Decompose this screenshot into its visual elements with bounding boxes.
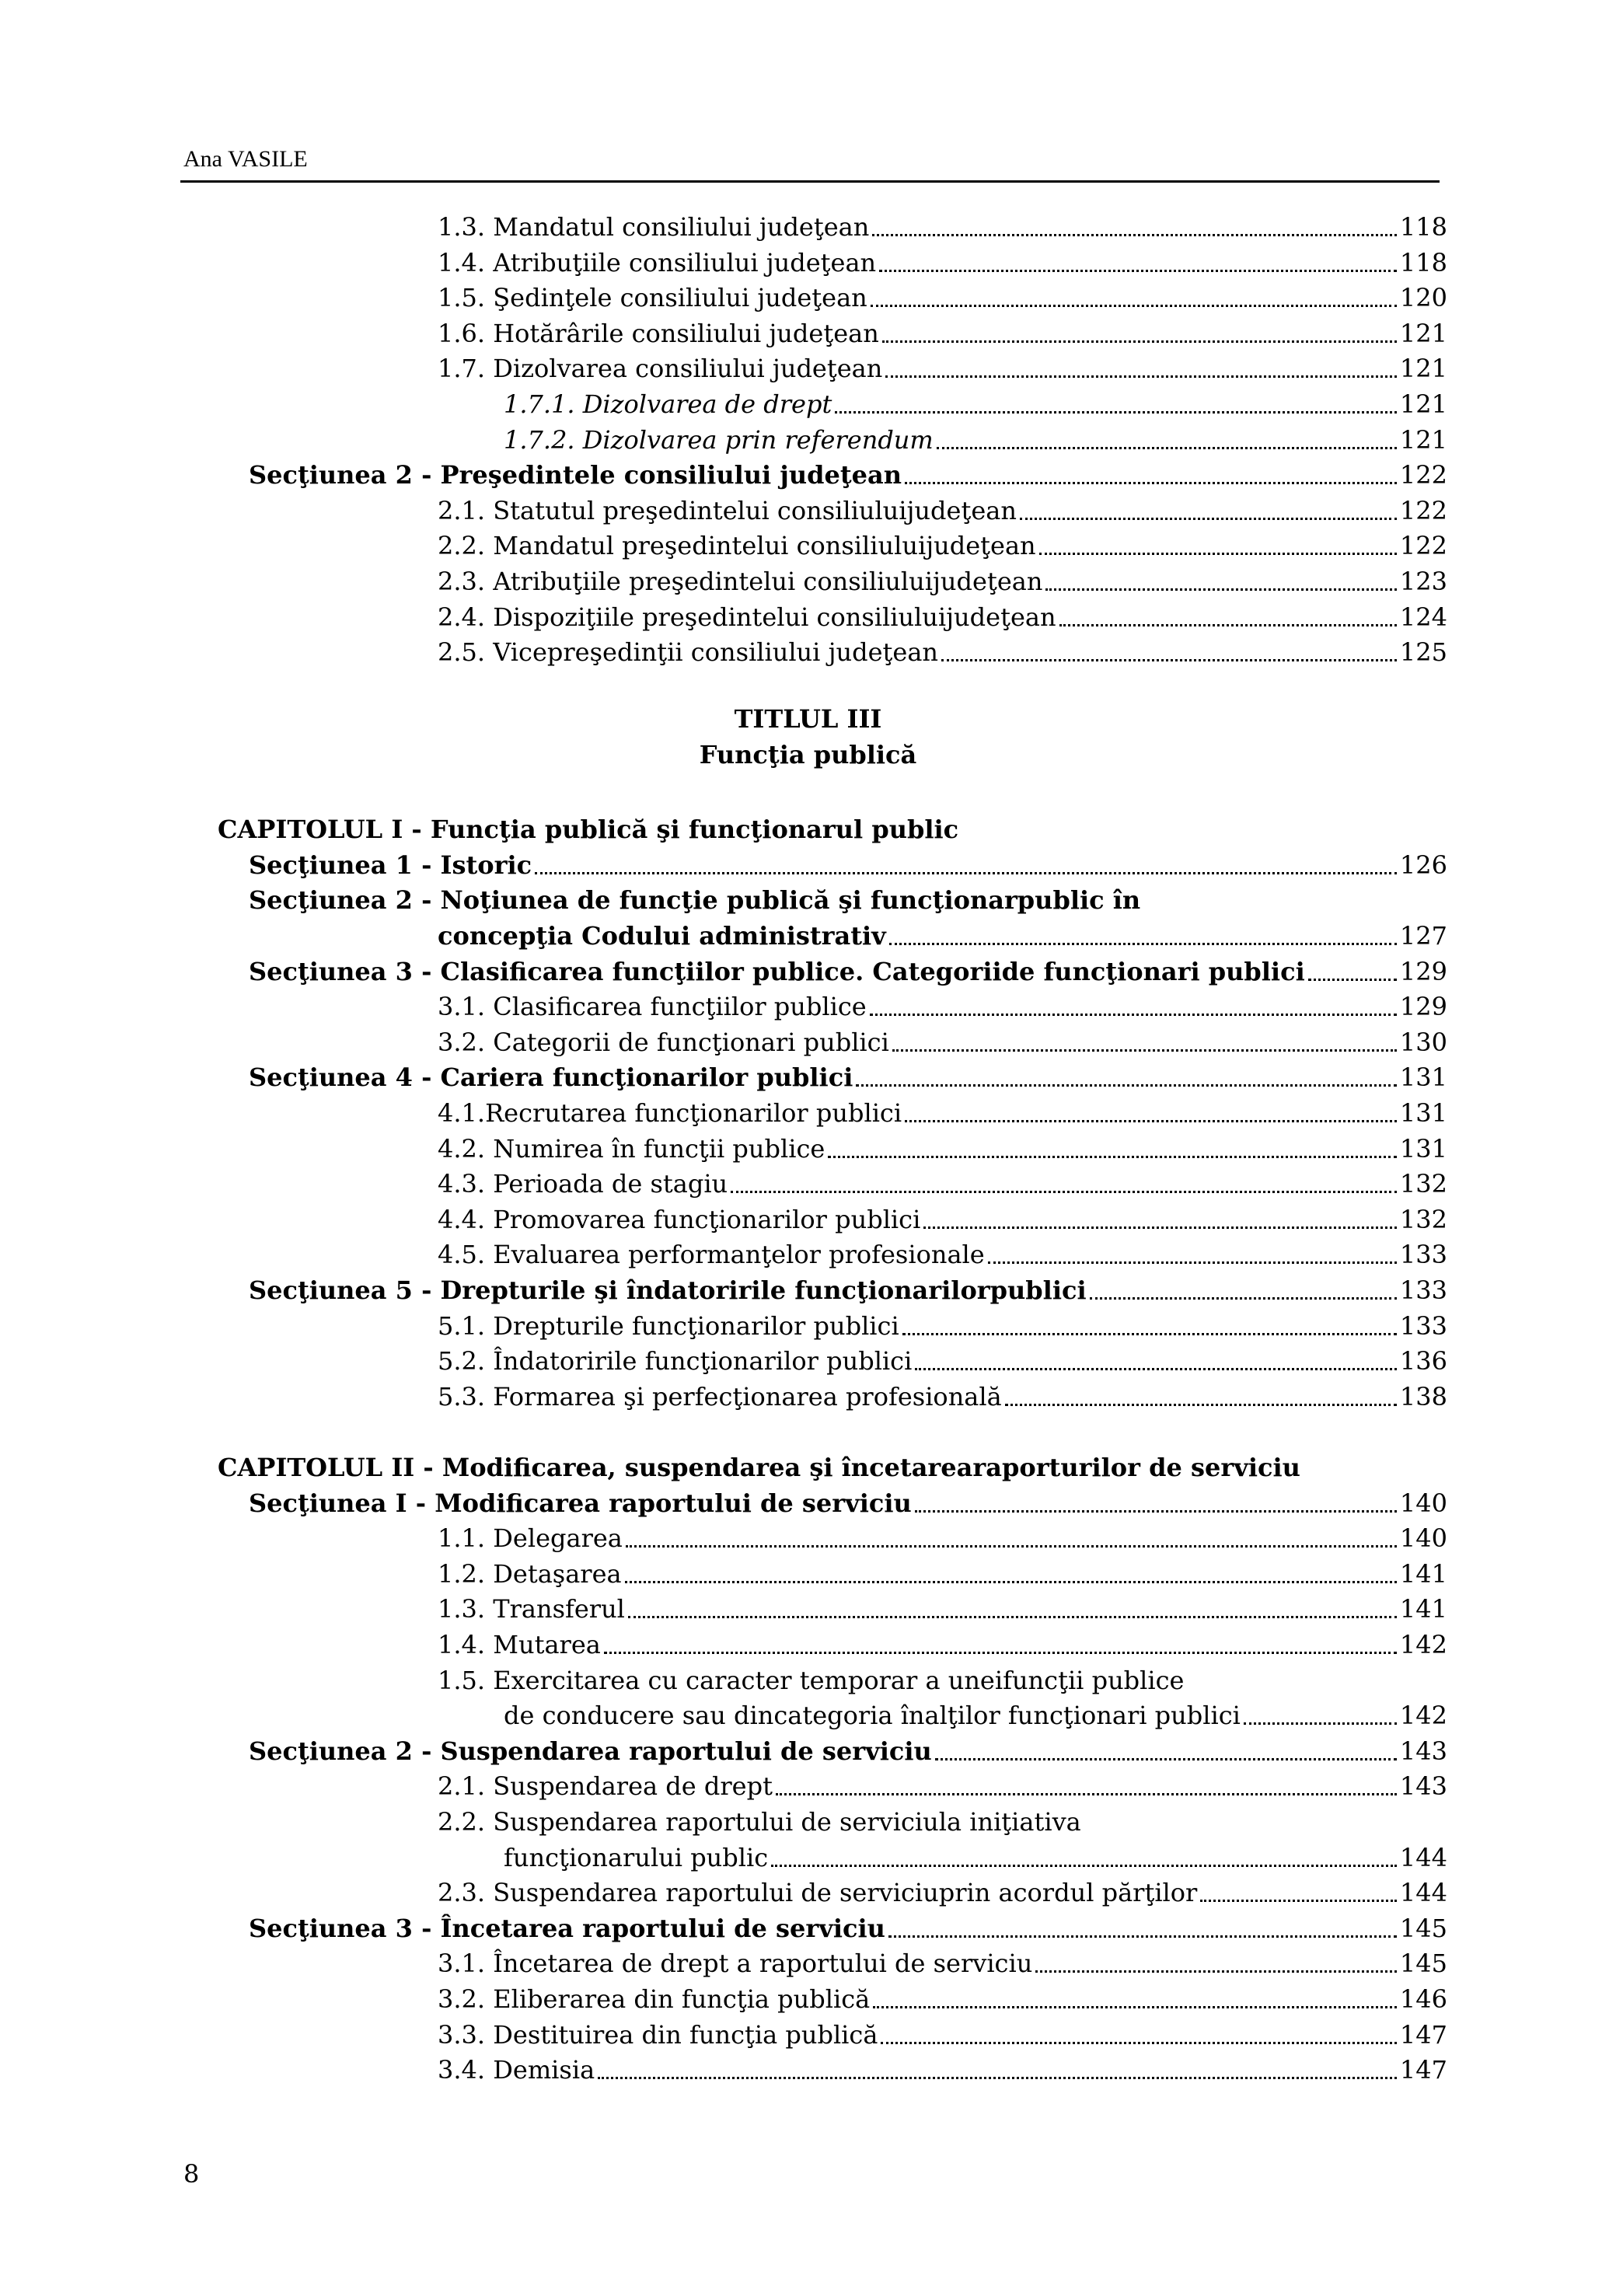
toc-entry-title: 2.4. Dispoziţiile preşedintelui consiliuluijudeţean [438,602,1056,632]
toc-entry-title: 1.7. Dizolvarea consiliului judeţean [438,354,883,384]
toc-entry[interactable] [438,1024,1447,1058]
toc-entry-title: 5.1. Drepturile funcţionarilor publici [438,1310,899,1341]
toc-entry[interactable] [249,881,1447,916]
toc-entry-title: 4.4. Promovarea funcţionarilor publici [438,1204,921,1234]
toc-entry-title: 2.1. Suspendarea de drept [438,1771,773,1802]
toc-entry-page: 141 [1399,1594,1447,1624]
toc-entry[interactable] [438,1555,1447,1589]
toc-entry[interactable] [438,1201,1447,1235]
toc-entry-page: 133 [1399,1310,1447,1341]
toc-entry-page: 142 [1399,1630,1447,1659]
toc-entry-page: 123 [1399,567,1447,596]
toc-entry[interactable] [504,421,1447,455]
toc-entry[interactable] [504,1697,1447,1731]
dot-leader [1308,979,1397,981]
toc-entry[interactable] [438,1307,1447,1342]
toc-entry-title: 4.3. Perioada de stagiu [438,1169,728,1199]
toc-entry-title: 3.1. Încetarea de drept a raportului de serviciu [438,1949,1033,1979]
toc-entry[interactable] [438,527,1447,561]
dot-leader [988,1261,1397,1264]
toc-entry-title: concepţia Codului administrativ [438,921,886,951]
toc-entry-title: 3.4. Demisia [438,2055,595,2085]
toc-entry-page: 132 [1399,1169,1447,1199]
toc-entry[interactable] [438,1767,1447,1802]
toc-entry-title: 1.6. Hotărârile consiliului judeţean [438,318,879,348]
toc-entry[interactable] [438,2016,1447,2050]
toc-entry-title: 1.1. Delegarea [438,1523,623,1554]
toc-entry[interactable] [249,953,1447,987]
toc-entry[interactable] [249,1272,1447,1306]
dot-leader [873,2006,1397,2008]
dot-leader [1059,624,1397,626]
toc-entry[interactable] [438,917,1447,951]
toc-entry-title: 3.2. Eliberarea din funcţia publică [438,1984,871,2014]
toc-entry[interactable] [438,2051,1447,2085]
toc-entry-title: 2.1. Statutul preşedintelui consiliuluijudeţean [438,495,1017,525]
toc-entry-page: 126 [1399,850,1447,880]
toc-entry[interactable] [438,1662,1447,1696]
toc-entry[interactable] [438,598,1447,633]
dot-leader [776,1793,1397,1795]
dot-leader [1090,1297,1397,1300]
toc-entry-title: 1.7.2. Dizolvarea prin referendum [504,424,934,455]
toc-entry[interactable] [438,1590,1447,1624]
chapter-title[interactable] [218,1449,1300,1483]
toc-entry-page: 127 [1399,921,1447,951]
toc-entry-page: 122 [1399,531,1447,561]
toc-entry-title: 3.3. Destituirea din funcţia publică [438,2019,878,2050]
toc-entry-title: 2.2. Suspendarea raportului de serviciula iniţiativa [438,1807,1081,1837]
toc-entry-page: 118 [1399,247,1447,277]
toc-entry-page: 125 [1399,637,1447,668]
dot-leader [828,1156,1397,1158]
toc-entry-title: Secţiunea 4 - Cariera funcţionarilor publici [249,1063,853,1093]
toc-entry-title: 1.5. Şedinţele consiliului judeţean [438,283,867,313]
toc-entry-page: 146 [1399,1984,1447,2014]
toc-entry[interactable] [438,1378,1447,1412]
toc-entry-title: 4.2. Numirea în funcţii publice [438,1133,825,1164]
toc-entry[interactable] [504,1839,1447,1873]
dot-leader [871,305,1397,307]
toc-entry[interactable] [438,1236,1447,1270]
toc-entry[interactable] [249,1732,1447,1767]
toc-entry-page: 129 [1399,992,1447,1022]
toc-entry[interactable] [504,386,1447,420]
title-heading: TITLUL III [734,704,882,735]
toc-entry-title: 1.7.1. Dizolvarea de drept [504,389,832,419]
toc-entry[interactable] [438,1165,1447,1199]
toc-entry-title: Secţiunea 3 - Clasificarea funcţiilor publice. Categoriide funcţionari publici [249,956,1305,986]
toc-entry[interactable] [438,1130,1447,1164]
dot-leader [604,1652,1397,1654]
toc-entry-page: 131 [1399,1063,1447,1093]
dot-leader [1200,1900,1397,1902]
toc-entry-page: 133 [1399,1240,1447,1270]
dot-leader [888,1935,1397,1938]
toc-entry-page: 121 [1399,389,1447,419]
toc-entry-page: 122 [1399,460,1447,490]
toc-entry-page: 147 [1399,2019,1447,2050]
toc-entry-title: 1.3. Mandatul consiliului judeţean [438,212,870,242]
toc-entry-title: 3.2. Categorii de funcţionari publici [438,1027,889,1057]
toc-entry-page: 121 [1399,318,1447,348]
toc-entry[interactable] [249,456,1447,490]
toc-entry-page: 132 [1399,1204,1447,1234]
toc-entry-title: 2.3. Suspendarea raportului de serviciuprin acordul părţilor [438,1878,1198,1908]
chapter-title-text: CAPITOLUL II - Modificarea, suspendarea şi încetarearaporturilor de serviciu [218,1453,1300,1482]
dot-leader [937,447,1397,449]
toc-entry-title: Secţiunea I - Modificarea raportului de serviciu [249,1488,912,1518]
toc-entry-page: 129 [1399,956,1447,986]
toc-entry-page: 131 [1399,1098,1447,1128]
toc-entry[interactable] [438,988,1447,1022]
dot-leader [731,1191,1397,1193]
toc-entry-page: 118 [1399,212,1447,242]
toc-entry-page: 140 [1399,1488,1447,1518]
toc-entry-title: 1.4. Atribuţiile consiliului judeţean [438,247,877,277]
toc-entry-page: 121 [1399,424,1447,455]
toc-entry-page: 143 [1399,1771,1447,1802]
toc-entry-page: 144 [1399,1842,1447,1872]
page-number: 8 [183,2159,200,2189]
dot-leader [535,872,1397,874]
dot-leader [882,340,1397,343]
toc-entry-title: 2.2. Mandatul preşedintelui consiliuluijudeţean [438,531,1036,561]
toc-entry-title: 2.5. Vicepreşedinţii consiliului judeţean [438,637,938,668]
dot-leader [870,1014,1397,1016]
toc-entry-title: 1.3. Transferul [438,1594,625,1624]
toc-entry[interactable] [249,846,1447,881]
dot-leader [902,1333,1397,1335]
dot-leader [626,1545,1397,1548]
toc-entry-page: 143 [1399,1736,1447,1766]
dot-leader [879,270,1397,272]
toc-entry-page: 120 [1399,283,1447,313]
toc-entry-page: 133 [1399,1275,1447,1305]
dot-leader [771,1865,1397,1867]
toc-entry-page: 145 [1399,1949,1447,1979]
toc-entry-title: 3.1. Clasificarea funcţiilor publice [438,992,867,1022]
toc-entry-title: Secţiunea 2 - Suspendarea raportului de serviciu [249,1736,932,1766]
toc-entry-title: 4.1.Recrutarea funcţionarilor publici [438,1098,902,1128]
toc-entry-page: 145 [1399,1913,1447,1943]
dot-leader [1035,1970,1397,1973]
dot-leader [1244,1722,1397,1725]
dot-leader [856,1084,1397,1087]
toc-entry-title: de conducere sau dincategoria înalţilor funcţionari publici [504,1701,1241,1731]
dot-leader [935,1758,1397,1760]
toc-entry[interactable] [438,1803,1447,1837]
dot-leader [628,1616,1397,1618]
dot-leader [1039,553,1397,555]
toc-entry-page: 121 [1399,354,1447,384]
dot-leader [923,1227,1397,1229]
toc-entry-page: 142 [1399,1701,1447,1731]
toc-entry[interactable] [438,1874,1447,1908]
toc-entry[interactable] [438,1094,1447,1129]
toc-entry[interactable] [249,1910,1447,1944]
dot-leader [881,2042,1397,2044]
dot-leader [1045,588,1396,591]
toc-entry-page: 124 [1399,602,1447,632]
toc-entry-page: 144 [1399,1878,1447,1908]
toc-entry-title: Secţiunea 2 - Preşedintele consiliului judeţean [249,460,902,490]
toc-entry-page: 130 [1399,1027,1447,1057]
toc-entry[interactable] [438,563,1447,597]
toc-entry[interactable] [438,315,1447,349]
toc-entry[interactable] [438,244,1447,278]
toc-entry-title: 1.5. Exercitarea cu caracter temporar a uneifuncţii publice [438,1665,1185,1695]
dot-leader [905,482,1397,484]
toc-entry[interactable] [249,1059,1447,1093]
dot-leader [625,1581,1397,1583]
toc-entry-title: 1.4. Mutarea [438,1630,601,1659]
dot-leader [598,2077,1397,2079]
dot-leader [1005,1404,1397,1406]
toc-entry[interactable] [438,1626,1447,1660]
toc-entry-title: 2.3. Atribuţiile preşedintelui consiliuluijudeţean [438,567,1043,596]
toc-entry[interactable] [438,1980,1447,2015]
toc-entry-page: 131 [1399,1133,1447,1164]
toc-entry-page: 147 [1399,2055,1447,2085]
toc-entry[interactable] [438,633,1447,668]
chapter-title[interactable] [218,811,958,845]
toc-entry-title: Secţiunea 5 - Drepturile şi îndatoririle funcţionarilorpublici [249,1275,1087,1305]
dot-leader [941,659,1397,661]
toc-entry-title: funcţionarului public [504,1842,769,1872]
dot-leader [1020,518,1397,520]
dot-leader [872,234,1397,236]
toc-entry-page: 136 [1399,1346,1447,1377]
title-subheading: Funcţia publică [699,740,917,769]
toc-entry-page: 138 [1399,1381,1447,1411]
toc-entry[interactable] [438,208,1447,243]
toc-entry-title: 1.2. Detaşarea [438,1558,622,1589]
running-header-author: Ana VASILE [183,146,308,172]
dot-leader [892,1049,1397,1052]
dot-leader [905,1120,1397,1122]
dot-leader [835,411,1397,413]
toc-entry-page: 141 [1399,1558,1447,1589]
chapter-title-text: CAPITOLUL I - Funcţia publică şi funcţionarul public [218,815,959,845]
toc-entry[interactable] [438,1520,1447,1554]
header-rule [180,180,1440,183]
dot-leader [915,1510,1397,1513]
dot-leader [889,943,1397,945]
toc-entry-title: Secţiunea 3 - Încetarea raportului de serviciu [249,1913,885,1943]
toc-entry[interactable] [249,1485,1447,1519]
toc-entry[interactable] [438,279,1447,313]
toc-entry[interactable] [438,1945,1447,1979]
toc-entry[interactable] [438,350,1447,384]
toc-entry-title: 5.3. Formarea şi perfecţionarea profesională [438,1381,1002,1411]
toc-entry-page: 122 [1399,495,1447,525]
toc-entry[interactable] [438,1342,1447,1377]
toc-entry-title: Secţiunea 1 - Istoric [249,850,532,880]
dot-leader [885,375,1397,378]
toc-entry-page: 140 [1399,1523,1447,1554]
toc-entry-title: Secţiunea 2 - Noţiunea de funcţie publică şi funcţionarpublic în [249,885,1141,916]
toc-entry[interactable] [438,492,1447,526]
toc-entry-title: 4.5. Evaluarea performanţelor profesionale [438,1240,985,1270]
dot-leader [915,1368,1397,1370]
toc-entry-title: 5.2. Îndatoririle funcţionarilor publici [438,1346,913,1377]
